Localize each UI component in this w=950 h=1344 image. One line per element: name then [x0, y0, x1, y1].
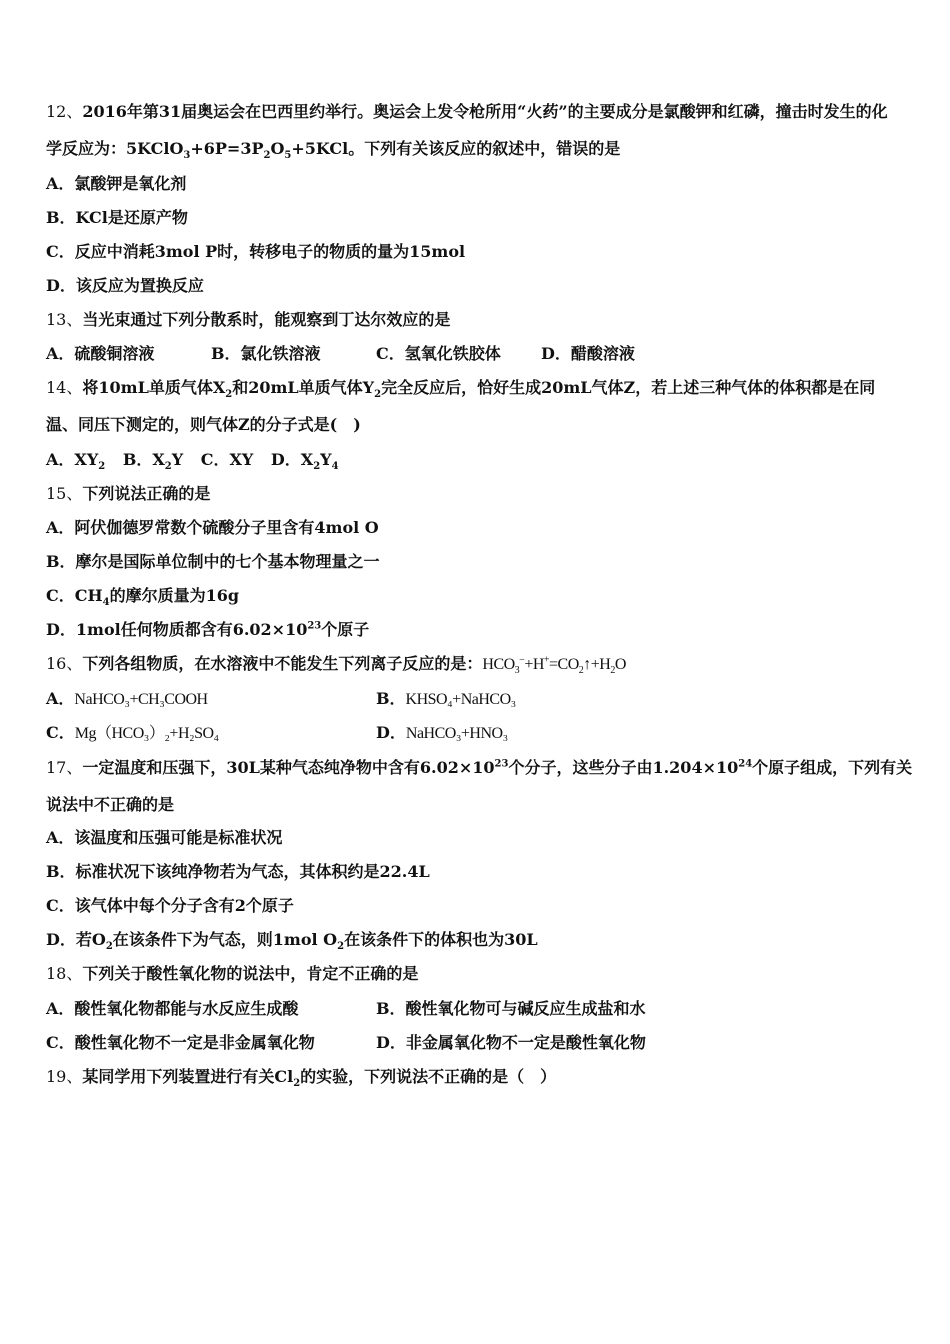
- q14-option-c: C．XY: [200, 450, 254, 469]
- q14-option-b-rest: Y: [171, 450, 184, 469]
- q15-option-c-part: C．CH: [46, 586, 103, 605]
- q15-option-c: [46, 585, 239, 607]
- q14-option-b: B．X: [122, 450, 165, 469]
- q12-sub: 3: [183, 150, 191, 162]
- q19-text: 某同学用下列装置进行有关Cl: [82, 1067, 294, 1086]
- q16-stem-line: [46, 653, 626, 676]
- q12-option-a: A．氯酸钾是氧化剂: [46, 174, 187, 193]
- q14-sub: 2: [225, 389, 233, 401]
- q17-option-d-part: 在该条件下的体积也为30L: [344, 930, 538, 949]
- q19-stem-line: [46, 1066, 556, 1088]
- q12-eq-part: O: [270, 139, 285, 158]
- q18-stem: 下列关于酸性氧化物的说法中，肯定不正确的是: [82, 964, 419, 983]
- q18-option-a: A．酸性氧化物都能与水反应生成酸: [46, 999, 299, 1018]
- q12-stem-suffix: 。下列有关该反应的叙述中，错误的是: [348, 139, 621, 158]
- q16-option-d-text: NaHCO₃+HNO₃: [405, 725, 508, 742]
- q15-sup: 23: [307, 620, 322, 632]
- q16-eq: =CO: [549, 656, 579, 673]
- q16-option-b-text: KHSO₄+NaHCO₃: [405, 691, 516, 708]
- q14-text: 将10mL单质气体X: [82, 378, 226, 397]
- q16-eq: HCO: [482, 656, 515, 673]
- q18-option-d: D．非金属氧化物不一定是酸性氧化物: [376, 1033, 646, 1052]
- q17-option-d-part: D．若O: [46, 930, 106, 949]
- q15-stem: 下列说法正确的是: [82, 484, 211, 503]
- q17-text: 一定温度和压强下，30L某种气态纯净物中含有6.02×10: [82, 758, 495, 777]
- q17-sub: 2: [105, 941, 113, 953]
- q16-option-d: [376, 722, 508, 745]
- q18-stem-line: [46, 963, 418, 985]
- q16-eq: ↑+H: [583, 656, 611, 673]
- q12-option-d: D．该反应为置换反应: [46, 276, 204, 295]
- q13-option-c: C．氢氧化铁胶体: [376, 344, 501, 363]
- q12-stem-prefix: 学反应为：: [46, 139, 127, 158]
- q15-option-a: A．阿伏伽德罗常数个硫酸分子里含有4mol O: [46, 518, 379, 537]
- q16-sub: 2: [610, 665, 615, 677]
- q17-number: 17、: [46, 758, 83, 777]
- q16-option-label: D．: [376, 723, 406, 742]
- q14-sub: 2: [164, 461, 172, 473]
- q12-option-c: C．反应中消耗3mol P时，转移电子的物质的量为15mol: [46, 242, 466, 261]
- q17-option-d-part: 在该条件下为气态，则1mol O: [112, 930, 338, 949]
- q16-number: 16、: [46, 654, 83, 673]
- q15-option-d: [46, 619, 369, 641]
- q12-stem-line1: 2016年第31届奥运会在巴西里约举行。奥运会上发令枪所用“火药”的主要成分是氯酸钾和红磷，撞击时发生的化: [82, 102, 888, 121]
- q13-option-b: B．氯化铁溶液: [211, 344, 321, 363]
- q14-text: 完全反应后，恰好生成20mL气体Z，若上述三种气体的体积都是在同: [381, 378, 876, 397]
- q16-option-c-text: Mg（HCO₃）₂+H₂SO₄: [74, 725, 219, 742]
- q15-stem-line: [46, 483, 210, 505]
- q16-sup: +: [543, 654, 550, 666]
- q16-sub: 3: [514, 665, 520, 677]
- q16-stem: 下列各组物质，在水溶液中不能发生下列离子反应的是：: [82, 654, 483, 673]
- q15-number: 15、: [46, 484, 83, 503]
- q19-number: 19、: [46, 1067, 83, 1086]
- q16-option-a-text: NaHCO₃+CH₃COOH: [74, 691, 208, 708]
- q14-option-d: D．X: [270, 450, 314, 469]
- q12-option-b: B．KCl是还原产物: [46, 208, 188, 227]
- q14-sub: 2: [313, 461, 321, 473]
- q13-option-a: A．硫酸铜溶液: [46, 344, 155, 363]
- q17-line1: [46, 757, 912, 779]
- q17-sup: 24: [738, 758, 753, 770]
- q12-line2: [46, 138, 620, 160]
- q14-number: 14、: [46, 378, 83, 397]
- q17-sub: 2: [337, 941, 345, 953]
- q17-text: 个原子组成，下列有关: [752, 758, 913, 777]
- q14-text: 和20mL单质气体Y: [232, 378, 375, 397]
- q13-number: 13、: [46, 310, 83, 329]
- q14-options: [46, 449, 339, 471]
- q12-eq-part: 5KClO: [126, 139, 184, 158]
- q16-option-label: A．: [46, 689, 75, 708]
- q16-option-label: C．: [46, 723, 75, 742]
- q15-option-d-part: 个原子: [321, 620, 370, 639]
- q12-eq-part: +5KCl: [291, 139, 349, 158]
- q16-option-c: [46, 722, 219, 745]
- q17-option-d: [46, 929, 538, 951]
- q14-sub: 4: [331, 461, 339, 473]
- q14-line1: [46, 377, 875, 399]
- q16-option-b: [376, 688, 516, 711]
- q16-eq: +H: [524, 656, 544, 673]
- q14-sub: 2: [374, 389, 382, 401]
- q18-number: 18、: [46, 964, 83, 983]
- q18-option-b: B．酸性氧化物可与碱反应生成盐和水: [376, 999, 646, 1018]
- q12-sub: 2: [263, 150, 271, 162]
- q19-text: 的实验，下列说法不正确的是（ ）: [300, 1067, 557, 1086]
- q15-option-d-part: D．1mol任何物质都含有6.02×10: [46, 620, 308, 639]
- q14-option-a: A．XY: [46, 450, 99, 469]
- q16-sub: 2: [578, 665, 584, 677]
- q16-eq: O: [614, 656, 626, 673]
- q17-line2: 说法中不正确的是: [46, 795, 175, 814]
- q17-option-c: C．该气体中每个分子含有2个原子: [46, 896, 294, 915]
- q14-line2: 温、同压下测定的，则气体Z的分子式是( ): [46, 415, 361, 434]
- q12-line1: [46, 101, 888, 123]
- q17-option-b: B．标准状况下该纯净物若为气态，其体积约是22.4L: [46, 862, 430, 881]
- q15-option-b: B．摩尔是国际单位制中的七个基本物理量之一: [46, 552, 380, 571]
- q14-sub: 2: [98, 461, 106, 473]
- q17-text: 个分子，这些分子由1.204×10: [508, 758, 739, 777]
- q16-option-label: B．: [376, 689, 406, 708]
- q13-stem: 当光束通过下列分散系时，能观察到丁达尔效应的是: [82, 310, 451, 329]
- q12-number: 12、: [46, 102, 83, 121]
- q17-sup: 23: [494, 758, 509, 770]
- q19-sub: 2: [293, 1078, 301, 1090]
- q18-option-c: C．酸性氧化物不一定是非金属氧化物: [46, 1033, 315, 1052]
- q14-option-d-rest: Y: [320, 450, 332, 469]
- q13-stem-line: [46, 309, 450, 331]
- q16-sup: −: [519, 654, 525, 666]
- q13-option-d: D．醋酸溶液: [541, 344, 635, 363]
- q15-sub: 4: [102, 597, 110, 609]
- q15-option-c-part: 的摩尔质量为16g: [109, 586, 240, 605]
- q12-eq-part: +6P=3P: [190, 139, 264, 158]
- q12-sub: 5: [284, 150, 292, 162]
- q17-option-a: A．该温度和压强可能是标准状况: [46, 828, 283, 847]
- q16-option-a: [46, 688, 208, 711]
